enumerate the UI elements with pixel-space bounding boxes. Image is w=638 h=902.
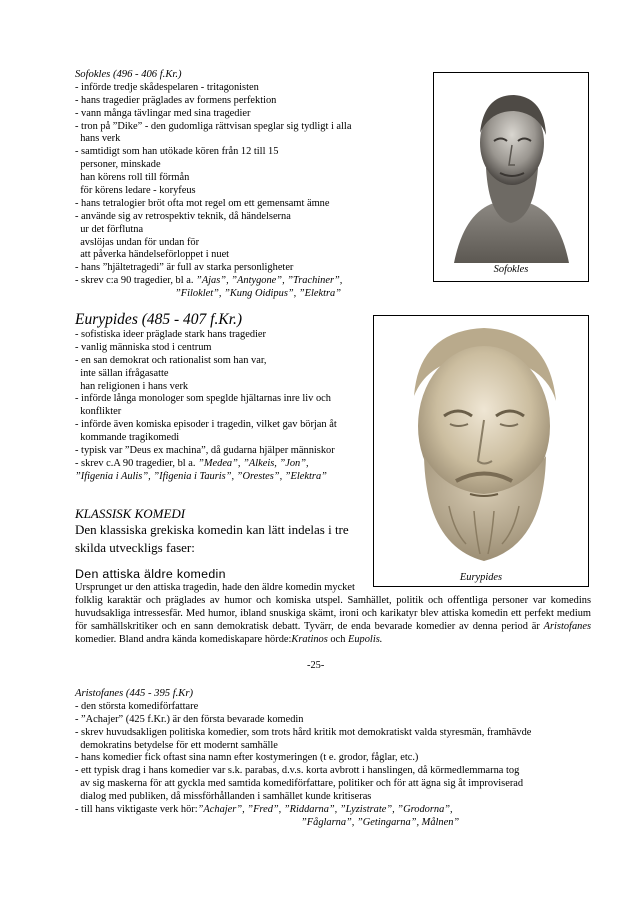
sofokles-list-item: personer, minskade — [75, 159, 161, 171]
aristofanes-section — [75, 688, 531, 830]
klassisk-paragraph — [75, 594, 597, 647]
aristofanes-list-item: - ”Achajer” (425 f.Kr.) är den första bevarade komedin — [75, 713, 304, 725]
eurypides-list-item: inte sällan ifrågasatte — [75, 367, 169, 379]
eurypides-list-item: - en san demokrat och rationalist som han var, — [75, 354, 267, 366]
aristofanes-list — [75, 701, 531, 804]
sofokles-works-prefix: - skrev c:a 90 tragedier, bl a. — [75, 275, 197, 287]
sofokles-works-line — [75, 275, 351, 288]
sofokles-image-caption: Sofokles — [493, 264, 529, 275]
klassisk-subheading: Den attiska äldre komedin — [75, 567, 226, 581]
aristofanes-list-item: dialog med publiken, då missförhållanden i samhället kunde kritiseras — [75, 791, 372, 803]
eurypides-works-1: ”Medea”, ”Alkeis, ”Jon”, — [198, 457, 309, 469]
sofokles-heading: Sofokles (496 - 406 f.Kr.) — [75, 69, 182, 80]
klassisk-intro-2: skilda utveckligs faser: — [75, 539, 195, 555]
sofokles-list-item: - hans ”hjältetragedi” är full av starka personligheter — [75, 262, 294, 274]
eurypides-list-item: kommande tragikomedi — [75, 432, 180, 444]
klassisk-para-text-2: komedier. Bland andra kända komediskapare hörde: — [75, 620, 597, 645]
klassisk-section — [75, 506, 597, 647]
eurypides-image-caption: Eurypides — [459, 572, 503, 583]
eurypides-works-line — [75, 458, 337, 471]
sofokles-list-item: - vann många tävlingar med sina tragedier — [75, 107, 251, 119]
sofokles-list-item: ur det förflutna — [75, 223, 144, 235]
klassisk-para-och: och — [327, 633, 348, 645]
eurypides-works-prefix: - skrev c.A 90 tragedier, bl a. — [75, 457, 199, 469]
eurypides-list — [75, 329, 337, 458]
klassisk-para-kratinos: Kratinos — [291, 633, 328, 645]
sofokles-list — [75, 82, 351, 275]
aristofanes-list-item: - hans komedier fick oftast sina namn efter kostymeringen (t e. grodor, fåglar, etc.) — [75, 752, 419, 764]
eurypides-list-item: - införde långa monologer som speglde hjältarnas inre liv och — [75, 393, 331, 405]
aristofanes-list-item: - ett typisk drag i hans komedier var s.k. parabas, d.v.s. korta avbrott i hanslingen, då körmedlemmarna tog — [75, 765, 520, 777]
eurypides-list-item: - typisk var ”Deus ex machina”, då gudarna hjälper människor — [75, 445, 335, 457]
eurypides-works-2: ”Ifigenia i Aulis”, ”Ifigenia i Tauris”, ”Orestes”, ”Elektra” — [75, 470, 327, 482]
aristofanes-list-item: demokratins betydelse för ett modernt samhälle — [75, 739, 278, 751]
klassisk-heading: KLASSISK KOMEDI — [75, 506, 186, 521]
klassisk-para-line-1: Ursprunget ur den attiska tragedin, hade den äldre komedin mycket — [75, 582, 355, 593]
sofokles-list-item: - tron på ”Dike” - den gudomliga rättvisan speglar sig tydligt i alla — [75, 120, 352, 132]
sofokles-bust-image — [434, 73, 588, 263]
sofokles-image-frame — [433, 72, 589, 282]
eurypides-heading: Eurypides (485 - 407 f.Kr.) — [75, 311, 243, 328]
klassisk-intro-1: Den klassiska grekiska komedin kan lätt indelas i tre — [75, 522, 349, 537]
klassisk-para-text-1: folklig karaktär och präglades av humor och komiska utspel. Samhället, politik och offentliga personer var komedins huvudsakliga intressesfär. Med humor, ibland snuskiga skämt, ironi och karikatyr blev attiska komedin ett perfekt medium för samhällskritiker och en sann demokratisk debatt. Tyvärr, de enda bevarade komedier av denna period är — [75, 594, 591, 632]
sofokles-list-item: hans verk — [75, 133, 121, 145]
aristofanes-list-item: - skrev huvudsakligen politiska komedier, som trots hård kritik mot demokratiskt valda styresmän, framhävde — [75, 726, 532, 738]
eurypides-list-item: - vanlig människa stod i centrum — [75, 341, 212, 353]
aristofanes-works-line — [75, 804, 531, 817]
aristofanes-heading: Aristofanes (445 - 395 f.Kr) — [75, 688, 194, 699]
aristofanes-works-2: ”Fåglarna”, ”Getingarna”, Målnen” — [301, 816, 460, 828]
eurypides-list-item: - sofistiska ideer präglade stark hans tragedier — [75, 329, 266, 340]
sofokles-section — [75, 69, 351, 301]
sofokles-list-item: - hans tragedier präglades av formens perfektion — [75, 94, 277, 106]
sofokles-works-1: ”Ajas”, ”Antygone”, ”Trachiner”, — [196, 275, 343, 287]
sofokles-list-item: avslöjas undan för undan för — [75, 236, 200, 248]
sofokles-list-item: att påverka händelseförloppet i nuet — [75, 249, 230, 261]
eurypides-section — [75, 311, 337, 484]
sofokles-list-item: - använde sig av retrospektiv teknik, då händelserna — [75, 210, 291, 222]
sofokles-list-item: han körens roll till förmån — [75, 172, 190, 184]
aristofanes-list-item: - den största komediförfattare — [75, 700, 199, 712]
eurypides-list-item: konflikter — [75, 406, 122, 418]
aristofanes-works-1: ”Achajer”, ”Fred”, ”Riddarna”, ”Lyzistrate”, ”Grodorna”, — [197, 804, 453, 816]
aristofanes-list-item: av sig maskerna för att gyckla med samtida komediförfattare, politiker och för att ägna sig åt improviserad — [75, 778, 524, 790]
klassisk-para-aristofanes: Aristofanes — [543, 620, 591, 632]
sofokles-works-2: ”Filoklet”, ”Kung Oidipus”, ”Elektra” — [175, 288, 341, 300]
aristofanes-works-prefix: - till hans viktigaste verk hör: — [75, 804, 198, 816]
sofokles-list-item: - samtidigt som han utökade kören från 12 till 15 — [75, 146, 279, 158]
sofokles-list-item: - införde tredje skådespelaren - tritagonisten — [75, 81, 259, 93]
sofokles-list-item: för körens ledare - koryfeus — [75, 185, 196, 197]
eurypides-list-item: han religionen i hans verk — [75, 380, 189, 392]
klassisk-para-eupolis: Eupolis. — [348, 633, 383, 645]
eurypides-list-item: - införde även komiska episoder i tragedin, vilket gav början åt — [75, 419, 337, 431]
page-number: -25- — [307, 660, 325, 671]
sofokles-list-item: - hans tetralogier bröt ofta mot regel om ett gemensamt ämne — [75, 197, 330, 209]
